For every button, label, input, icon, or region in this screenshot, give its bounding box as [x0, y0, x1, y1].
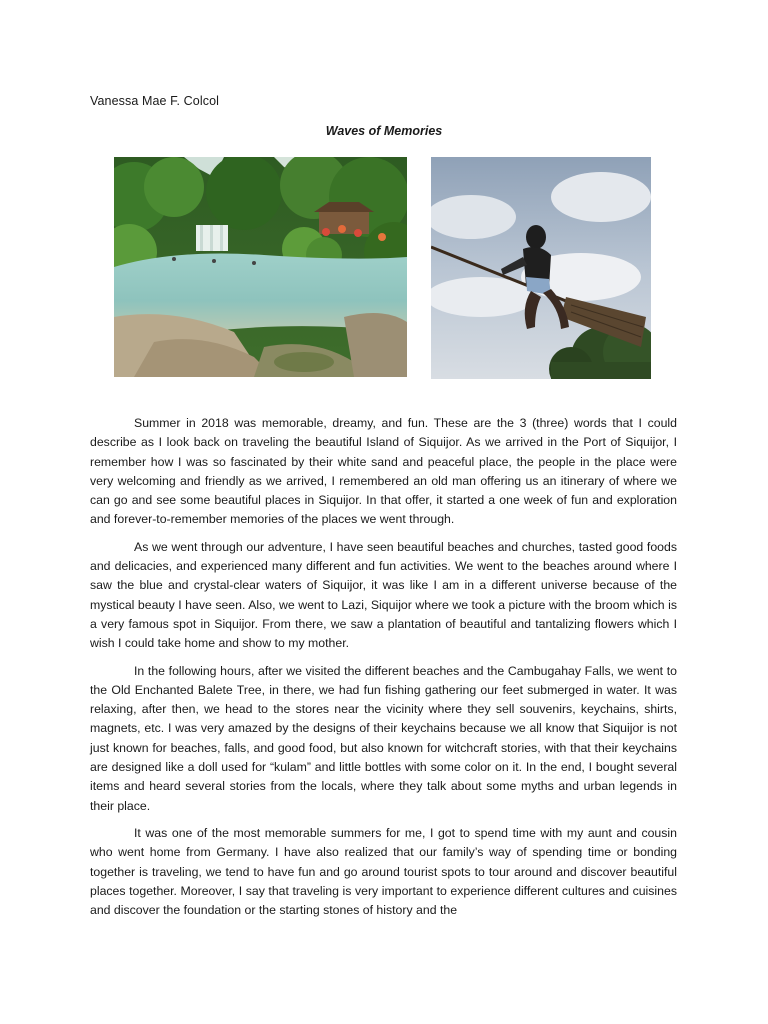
paragraph-3: In the following hours, after we visited the different beaches and the Cambugahay Falls, we went to the Old Enchanted Balete Tree, in there, we had fun fishing gathering our feet submerged in water. It was relaxing, after then, we head to the stores near the vicinity where they sell souvenirs, keychains, shirts, magnets, etc. I was very amazed by the designs of their keychains because we all know that Siquijor is not just known for beaches, falls, and good food, but also known for witchcraft stories, with that their keychains are designed like a doll used for “kulam” and little bottles with some color on it. In the end, I bought several items and heard several stories from the locals, where they talk about some myths and urban legends in their place.	[90, 663, 677, 813]
paragraph-2: As we went through our adventure, I have seen beautiful beaches and churches, tasted good foods and delicacies, and experienced many different and fun activities. We went to the beaches around where I saw the blue and crystal-clear waters of Siquijor, it was like I am in a different universe because of the mystical beauty I have seen. Also, we went to Lazi, Siquijor where we took a picture with the broom which is a very famous spot in Siquijor. From there, we saw a plantation of beautiful and tantalizing flowers which I wish I could take home and show to my mother.	[90, 539, 677, 651]
waterfall-lagoon-photo	[114, 157, 407, 377]
paragraph-4: It was one of the most memorable summers for me, I got to spend time with my aunt and cousin who went home from Germany. I have also realized that our family’s way of spending time or bonding together is traveling, we tend to have fun and go around tourist spots to tour around and discover beautiful places together. Moreover, I say that traveling is very important to experience different cultures and cuisines and discover the foundation or the starting stones of history and the	[90, 825, 677, 918]
paragraph-1: Summer in 2018 was memorable, dreamy, and fun. These are the 3 (three) words that I could describe as I look back on traveling the beautiful Island of Siquijor. As we arrived in the Port of Siquijor, I remember how I was so fascinated by their white sand and peaceful place, the people in the place were very welcoming and friendly as we arrived, I remembered an old man offering us an itinerary of where we can go and see some beautiful places in Siquijor. In that offer, it started a one week of fun and exploration and forever-to-remember memories of the places we went through.	[90, 416, 677, 527]
essay-body	[90, 414, 677, 928]
document-title: Waves of Memories	[325, 124, 443, 138]
broom-flight-photo	[431, 157, 651, 379]
author-name: Vanessa Mae F. Colcol	[90, 94, 220, 108]
